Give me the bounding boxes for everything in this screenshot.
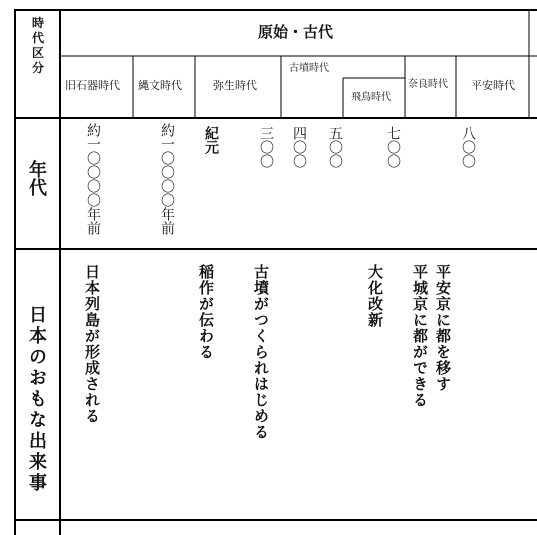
year-700: 七〇〇 bbox=[385, 126, 401, 168]
event-taika: 大化改新 bbox=[366, 264, 384, 328]
period-yayoi: 弥生時代 bbox=[213, 79, 257, 92]
year-kigen: 紀元 bbox=[203, 126, 219, 154]
year-row-label: 年代 bbox=[26, 160, 47, 196]
period-heian: 平安時代 bbox=[471, 79, 515, 92]
period-jomon: 縄文時代 bbox=[138, 79, 182, 92]
events-row-label: 日本のおもな出来事 bbox=[26, 305, 47, 494]
period-nara: 奈良時代 bbox=[408, 79, 448, 90]
period-asuka: 飛鳥時代 bbox=[351, 92, 391, 103]
year-400: 四〇〇 bbox=[291, 126, 307, 168]
year-500: 五〇〇 bbox=[327, 126, 343, 168]
year-300: 三〇〇 bbox=[258, 126, 274, 168]
event-heijo: 平城京に都ができる bbox=[411, 264, 429, 408]
era-division-label: 時代区分 bbox=[31, 16, 44, 75]
event-kofun: 古墳がつくられはじめる bbox=[252, 264, 270, 440]
period-paleolithic: 旧石器時代 bbox=[65, 79, 120, 92]
event-heian: 平安京に都を移す bbox=[434, 264, 452, 392]
event-rice: 稲作が伝わる bbox=[197, 264, 215, 360]
kofun-period-header: 古墳時代 bbox=[289, 63, 329, 74]
ancient-period-header: 原始・古代 bbox=[258, 23, 334, 41]
year-paleolithic: 約一〇〇〇〇年前 bbox=[85, 123, 101, 235]
year-jomon: 約一〇〇〇〇年前 bbox=[159, 123, 175, 235]
year-800: 八〇〇 bbox=[460, 126, 476, 168]
event-archipelago: 日本列島が形成される bbox=[83, 264, 101, 424]
